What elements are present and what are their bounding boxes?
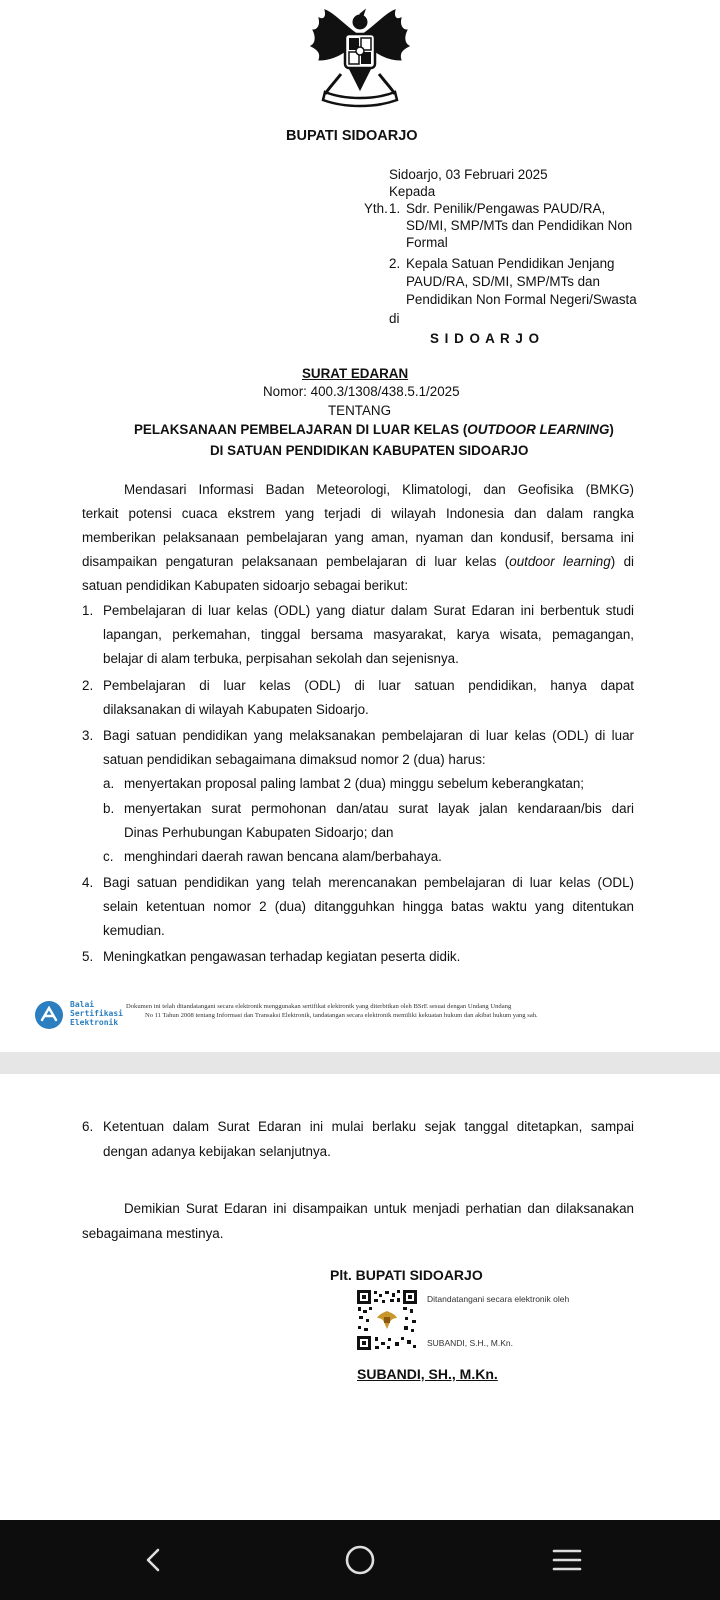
item-line: Bagi satuan pendidikan yang melaksanakan pembelajaran di luar kelas (ODL) di luar	[103, 728, 634, 743]
closing-line: Demikian Surat Edaran ini disampaikan untuk menjadi perhatian dan dilaksanakan	[124, 1201, 634, 1216]
bsre-logo-text: Balai Sertifikasi Elektronik	[70, 1000, 123, 1027]
document-page-2	[0, 1074, 720, 1520]
tentang: TENTANG	[328, 403, 391, 418]
recipient-num: 2.	[389, 256, 401, 271]
subitem-letter: a.	[103, 776, 115, 791]
recents-button[interactable]	[507, 1520, 627, 1600]
esign-label: Ditandatangani secara elektronik oleh	[427, 1294, 570, 1304]
place-date: Sidoarjo, 03 Februari 2025	[389, 167, 548, 182]
intro-line: disampaikan pengaturan pelaksanaan pembelajaran di luar kelas (outdoor learning) di	[82, 554, 634, 569]
qr-code-icon	[357, 1290, 417, 1350]
item-line: selain ketentuan nomor 2 (dua) ditangguhkan hingga batas waktu yang ditentukan	[103, 899, 634, 914]
item-number: 1.	[82, 603, 94, 618]
back-button[interactable]	[94, 1520, 214, 1600]
recipient-line: Formal	[406, 235, 448, 250]
subitem-line: Dinas Perhubungan Kabupaten Sidoarjo; dan	[124, 825, 394, 840]
yth-prefix: Yth.	[364, 201, 388, 216]
item-line: Bagi satuan pendidikan yang telah merencanakan pembelajaran di luar kelas (ODL)	[103, 875, 634, 890]
item-line: dengan adanya kebijakan selanjutnya.	[103, 1144, 331, 1159]
recipient-line: Pendidikan Non Formal Negeri/Swasta	[406, 292, 637, 307]
subitem-line: menyertakan surat permohonan dan/atau surat layak jalan kendaraan/bis dari	[124, 801, 634, 816]
back-chevron-icon	[139, 1545, 169, 1575]
recipient-line: Kepala Satuan Pendidikan Jenjang	[406, 256, 615, 271]
item-line: belajar di alam terbuka, perpisahan sekolah dan sejenisnya.	[103, 651, 459, 666]
recents-lines-icon	[549, 1545, 585, 1575]
subitem-line: menghindari daerah rawan bencana alam/berbahaya.	[124, 849, 442, 864]
page-separator	[0, 1052, 720, 1074]
item-line: Meningkatkan pengawasan terhadap kegiatan peserta didik.	[103, 949, 461, 964]
item-number: 6.	[82, 1119, 94, 1134]
di-label: di	[389, 311, 400, 326]
garuda-emblem	[305, 4, 415, 114]
to-label: Kepada	[389, 184, 436, 199]
item-number: 4.	[82, 875, 94, 890]
item-line: dilaksanakan di wilayah Kabupaten Sidoarjo.	[103, 702, 369, 717]
signer-title: Plt. BUPATI SIDOARJO	[330, 1267, 483, 1283]
subitem-line: menyertakan proposal paling lambat 2 (dua) minggu sebelum keberangkatan;	[124, 776, 585, 791]
signer-name: SUBANDI, SH., M.Kn.	[357, 1366, 498, 1382]
home-button[interactable]	[300, 1520, 420, 1600]
letter-head: BUPATI SIDOARJO	[286, 128, 418, 144]
intro-line: terkait potensi cuaca ekstrem yang terjadi di wilayah Indonesia dan dalam rangka	[82, 506, 634, 521]
subitem-letter: c.	[103, 849, 114, 864]
home-circle-icon	[342, 1542, 378, 1578]
recipient-line: SD/MI, SMP/MTs dan Pendidikan Non	[406, 218, 633, 233]
item-line: kemudian.	[103, 923, 165, 938]
esign-footnote-1: Dokumen ini telah ditandatangani secara elektronik menggunakan sertifikat elektronik yang diterbitkan oleh BSrE sesuai dengan Undang Undang	[126, 1003, 512, 1010]
recipient-num: 1.	[389, 201, 401, 216]
item-line: Ketentuan dalam Surat Edaran ini mulai berlaku sejak tanggal ditetapkan, sampai	[103, 1119, 634, 1134]
doc-type: SURAT EDARAN	[302, 366, 409, 381]
item-number: 5.	[82, 949, 94, 964]
city: S I D O A R J O	[430, 331, 540, 346]
item-number: 3.	[82, 728, 94, 743]
recipient-line: PAUD/RA, SD/MI, SMP/MTs dan	[406, 274, 600, 289]
closing-line: sebagaimana mestinya.	[82, 1226, 224, 1241]
subitem-letter: b.	[103, 801, 115, 816]
system-navigation-bar	[0, 1520, 720, 1600]
subject-line-1: PELAKSANAAN PEMBELAJARAN DI LUAR KELAS (OUTDOOR LEARNING)	[134, 422, 614, 437]
item-line: Pembelajaran di luar kelas (ODL) di luar satuan pendidikan, hanya dapat	[103, 678, 634, 693]
item-line: satuan pendidikan sebagaimana dimaksud nomor 2 (dua) harus:	[103, 752, 486, 767]
intro-line: satuan pendidikan Kabupaten sidoarjo sebagai berikut:	[82, 578, 409, 593]
recipient-line: Sdr. Penilik/Pengawas PAUD/RA,	[406, 201, 606, 216]
intro-line: Mendasari Informasi Badan Meteorologi, Klimatologi, dan Geofisika (BMKG)	[124, 482, 634, 497]
bsre-logo-icon	[34, 1000, 64, 1030]
esign-name: SUBANDI, S.H., M.Kn.	[427, 1338, 513, 1348]
intro-line: memberikan pelaksanaan pembelajaran yang aman, nyaman dan kondusif, bersama ini	[82, 530, 634, 545]
item-line: lapangan, perkemahan, tinggal bersama masyarakat, karya wisata, pemagangan,	[103, 627, 634, 642]
item-number: 2.	[82, 678, 94, 693]
doc-number: Nomor: 400.3/1308/438.5.1/2025	[263, 384, 460, 399]
subject-line-2: DI SATUAN PENDIDIKAN KABUPATEN SIDOARJO	[210, 443, 529, 458]
esign-footnote-2: No 11 Tahun 2008 tentang Informasi dan Transaksi Elektronik, tandatangan secara elektronik memiliki kekuatan hukum dan akibat hukum yang sah.	[145, 1012, 538, 1019]
item-line: Pembelajaran di luar kelas (ODL) yang diatur dalam Surat Edaran ini berbentuk studi	[103, 603, 634, 618]
